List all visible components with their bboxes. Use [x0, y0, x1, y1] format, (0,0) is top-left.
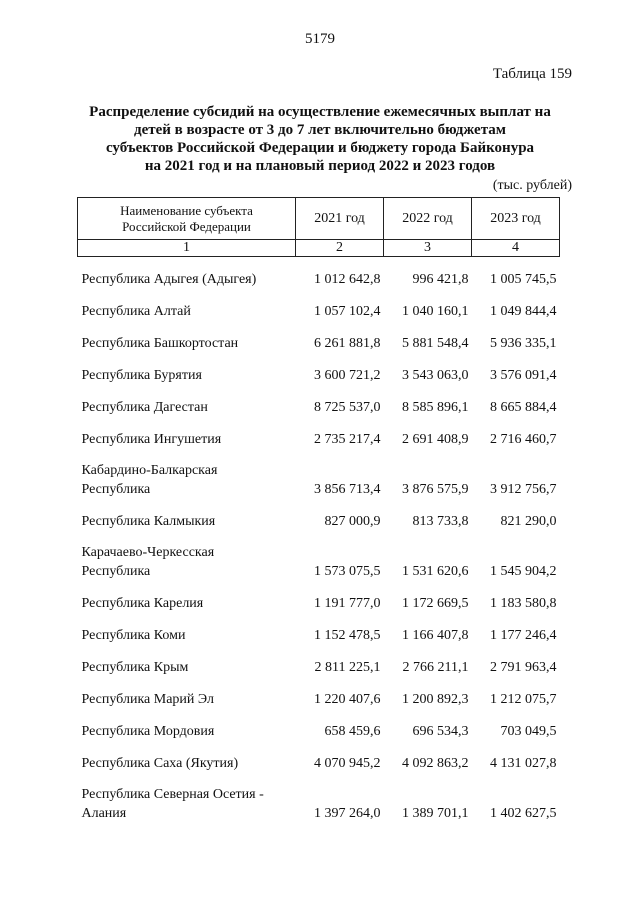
header-name-line2: Российской Федерации: [122, 218, 251, 234]
region-name-text: Республика Башкортостан: [81, 335, 239, 351]
column-number: 1: [78, 240, 296, 257]
value-2021: 827 000,9: [324, 513, 381, 529]
value-2023: 5 936 335,1: [490, 335, 557, 351]
region-name: [78, 645, 296, 677]
header-name: [78, 198, 296, 240]
value-2023: 1 177 246,4: [490, 627, 557, 643]
value-2023: 3 576 091,4: [490, 367, 557, 383]
header-2022: 2022 год: [384, 198, 472, 240]
value-2021: 1 191 777,0: [314, 595, 381, 611]
subsidy-table: [77, 197, 560, 823]
region-name: [78, 449, 296, 499]
region-name: [78, 741, 296, 773]
region-name-text: Республика Калмыкия: [81, 513, 216, 529]
region-name-text: Республика Адыгея (Адыгея): [81, 271, 257, 287]
table-row: [78, 321, 560, 353]
region-name: [78, 613, 296, 645]
table-row: [78, 449, 560, 499]
value-2022: 3 876 575,9: [402, 481, 469, 497]
column-number: 2: [296, 240, 384, 257]
table-row: [78, 353, 560, 385]
value-2022: 1 040 160,1: [402, 303, 469, 319]
value-2023: 8 665 884,4: [490, 399, 557, 415]
value-2023: 1 545 904,2: [490, 563, 557, 579]
region-name-text: Республика Карелия: [81, 595, 204, 611]
table-title: [60, 103, 580, 175]
header-name-line1: Наименование субъекта: [120, 202, 253, 218]
value-2023: 703 049,5: [500, 723, 557, 739]
value-2022: 996 421,8: [412, 271, 469, 287]
region-name: [78, 257, 296, 289]
value-2022: 1 166 407,8: [402, 627, 469, 643]
value-2022: 1 200 892,3: [402, 691, 469, 707]
value-2021: 3 600 721,2: [314, 367, 381, 383]
value-2022: 8 585 896,1: [402, 399, 469, 415]
region-name-line: Республика Северная Осетия -: [81, 786, 264, 802]
value-2023: 2 716 460,7: [490, 431, 557, 447]
page-number: 5179: [305, 31, 335, 47]
region-name-text: Республика Марий Эл: [81, 691, 214, 707]
value-2022: 5 881 548,4: [402, 335, 469, 351]
table-row: [78, 257, 560, 289]
region-name: [78, 531, 296, 581]
value-2022: 1 172 669,5: [402, 595, 469, 611]
header-2023: 2023 год: [472, 198, 560, 240]
region-name: [78, 289, 296, 321]
value-2022: 2 691 408,9: [402, 431, 469, 447]
value-2022: 3 543 063,0: [402, 367, 469, 383]
table-row: [78, 677, 560, 709]
region-name-text: Республика Ингушетия: [81, 431, 222, 447]
value-2023: 2 791 963,4: [490, 659, 557, 675]
region-name: [78, 321, 296, 353]
region-name: [78, 677, 296, 709]
region-name-line: Карачаево-Черкесская: [81, 544, 215, 560]
value-2023: 1 005 745,5: [490, 271, 557, 287]
value-2021: 2 735 217,4: [314, 431, 381, 447]
value-2023: 3 912 756,7: [490, 481, 557, 497]
region-name-text: Республика Коми: [81, 627, 186, 643]
value-2021: 1 220 407,6: [314, 691, 381, 707]
table-body: [78, 257, 560, 823]
value-2021: 1 057 102,4: [314, 303, 381, 319]
region-name: [78, 353, 296, 385]
table-label: Таблица 159: [492, 66, 572, 82]
value-2021: 4 070 945,2: [314, 755, 381, 771]
table-row: [78, 581, 560, 613]
value-2021: 8 725 537,0: [314, 399, 381, 415]
table-row: [78, 417, 560, 449]
header-2021: 2021 год: [296, 198, 384, 240]
value-2023: 4 131 027,8: [490, 755, 557, 771]
region-name-line: Алания: [81, 805, 127, 821]
value-2022: 1 531 620,6: [402, 563, 469, 579]
title-line: на 2021 год и на плановый период 2022 и 2023 годов: [144, 158, 496, 174]
region-name-text: Республика Дагестан: [81, 399, 208, 415]
region-name-text: Республика Мордовия: [81, 723, 215, 739]
region-name: [78, 385, 296, 417]
column-number-row: [78, 240, 560, 257]
value-2021: 1 012 642,8: [314, 271, 381, 287]
value-2023: 1 212 075,7: [490, 691, 557, 707]
value-2023: 1 049 844,4: [490, 303, 557, 319]
region-name: [78, 417, 296, 449]
value-2021: 1 152 478,5: [314, 627, 381, 643]
table-row: [78, 289, 560, 321]
column-number: 4: [472, 240, 560, 257]
table-row: [78, 741, 560, 773]
region-name-text: Республика Крым: [81, 659, 189, 675]
value-2022: 813 733,8: [412, 513, 469, 529]
value-2021: 3 856 713,4: [314, 481, 381, 497]
region-name-text: Республика Бурятия: [81, 367, 202, 383]
value-2021: 6 261 881,8: [314, 335, 381, 351]
title-line: детей в возрасте от 3 до 7 лет включительно бюджетам: [134, 122, 506, 138]
table-row: [78, 385, 560, 417]
region-name-text: Республика Саха (Якутия): [81, 755, 239, 771]
region-name-line: Республика: [81, 481, 151, 497]
value-2021: 2 811 225,1: [314, 659, 381, 675]
value-2021: 1 573 075,5: [314, 563, 381, 579]
region-name: [78, 581, 296, 613]
value-2023: 1 402 627,5: [490, 805, 557, 821]
region-name-line: Кабардино-Балкарская: [81, 462, 218, 478]
units-note: (тыс. рублей): [492, 178, 572, 193]
table-row: [78, 645, 560, 677]
region-name-text: Республика Алтай: [81, 303, 191, 319]
value-2022: 2 766 211,1: [402, 659, 469, 675]
table-row: [78, 499, 560, 531]
value-2022: 696 534,3: [412, 723, 469, 739]
value-2023: 1 183 580,8: [490, 595, 557, 611]
table-row: [78, 531, 560, 581]
column-number: 3: [384, 240, 472, 257]
value-2021: 658 459,6: [324, 723, 381, 739]
value-2021: 1 397 264,0: [314, 805, 381, 821]
table-row: [78, 613, 560, 645]
table-row: [78, 709, 560, 741]
region-name-line: Республика: [81, 563, 151, 579]
value-2022: 4 092 863,2: [402, 755, 469, 771]
value-2022: 1 389 701,1: [402, 805, 469, 821]
table-row: [78, 773, 560, 823]
title-line: Распределение субсидий на осуществление ежемесячных выплат на: [89, 104, 551, 120]
value-2023: 821 290,0: [500, 513, 557, 529]
header-row: [78, 198, 560, 240]
region-name: [78, 773, 296, 823]
region-name: [78, 499, 296, 531]
region-name: [78, 709, 296, 741]
title-line: субъектов Российской Федерации и бюджету города Байконура: [105, 140, 535, 156]
